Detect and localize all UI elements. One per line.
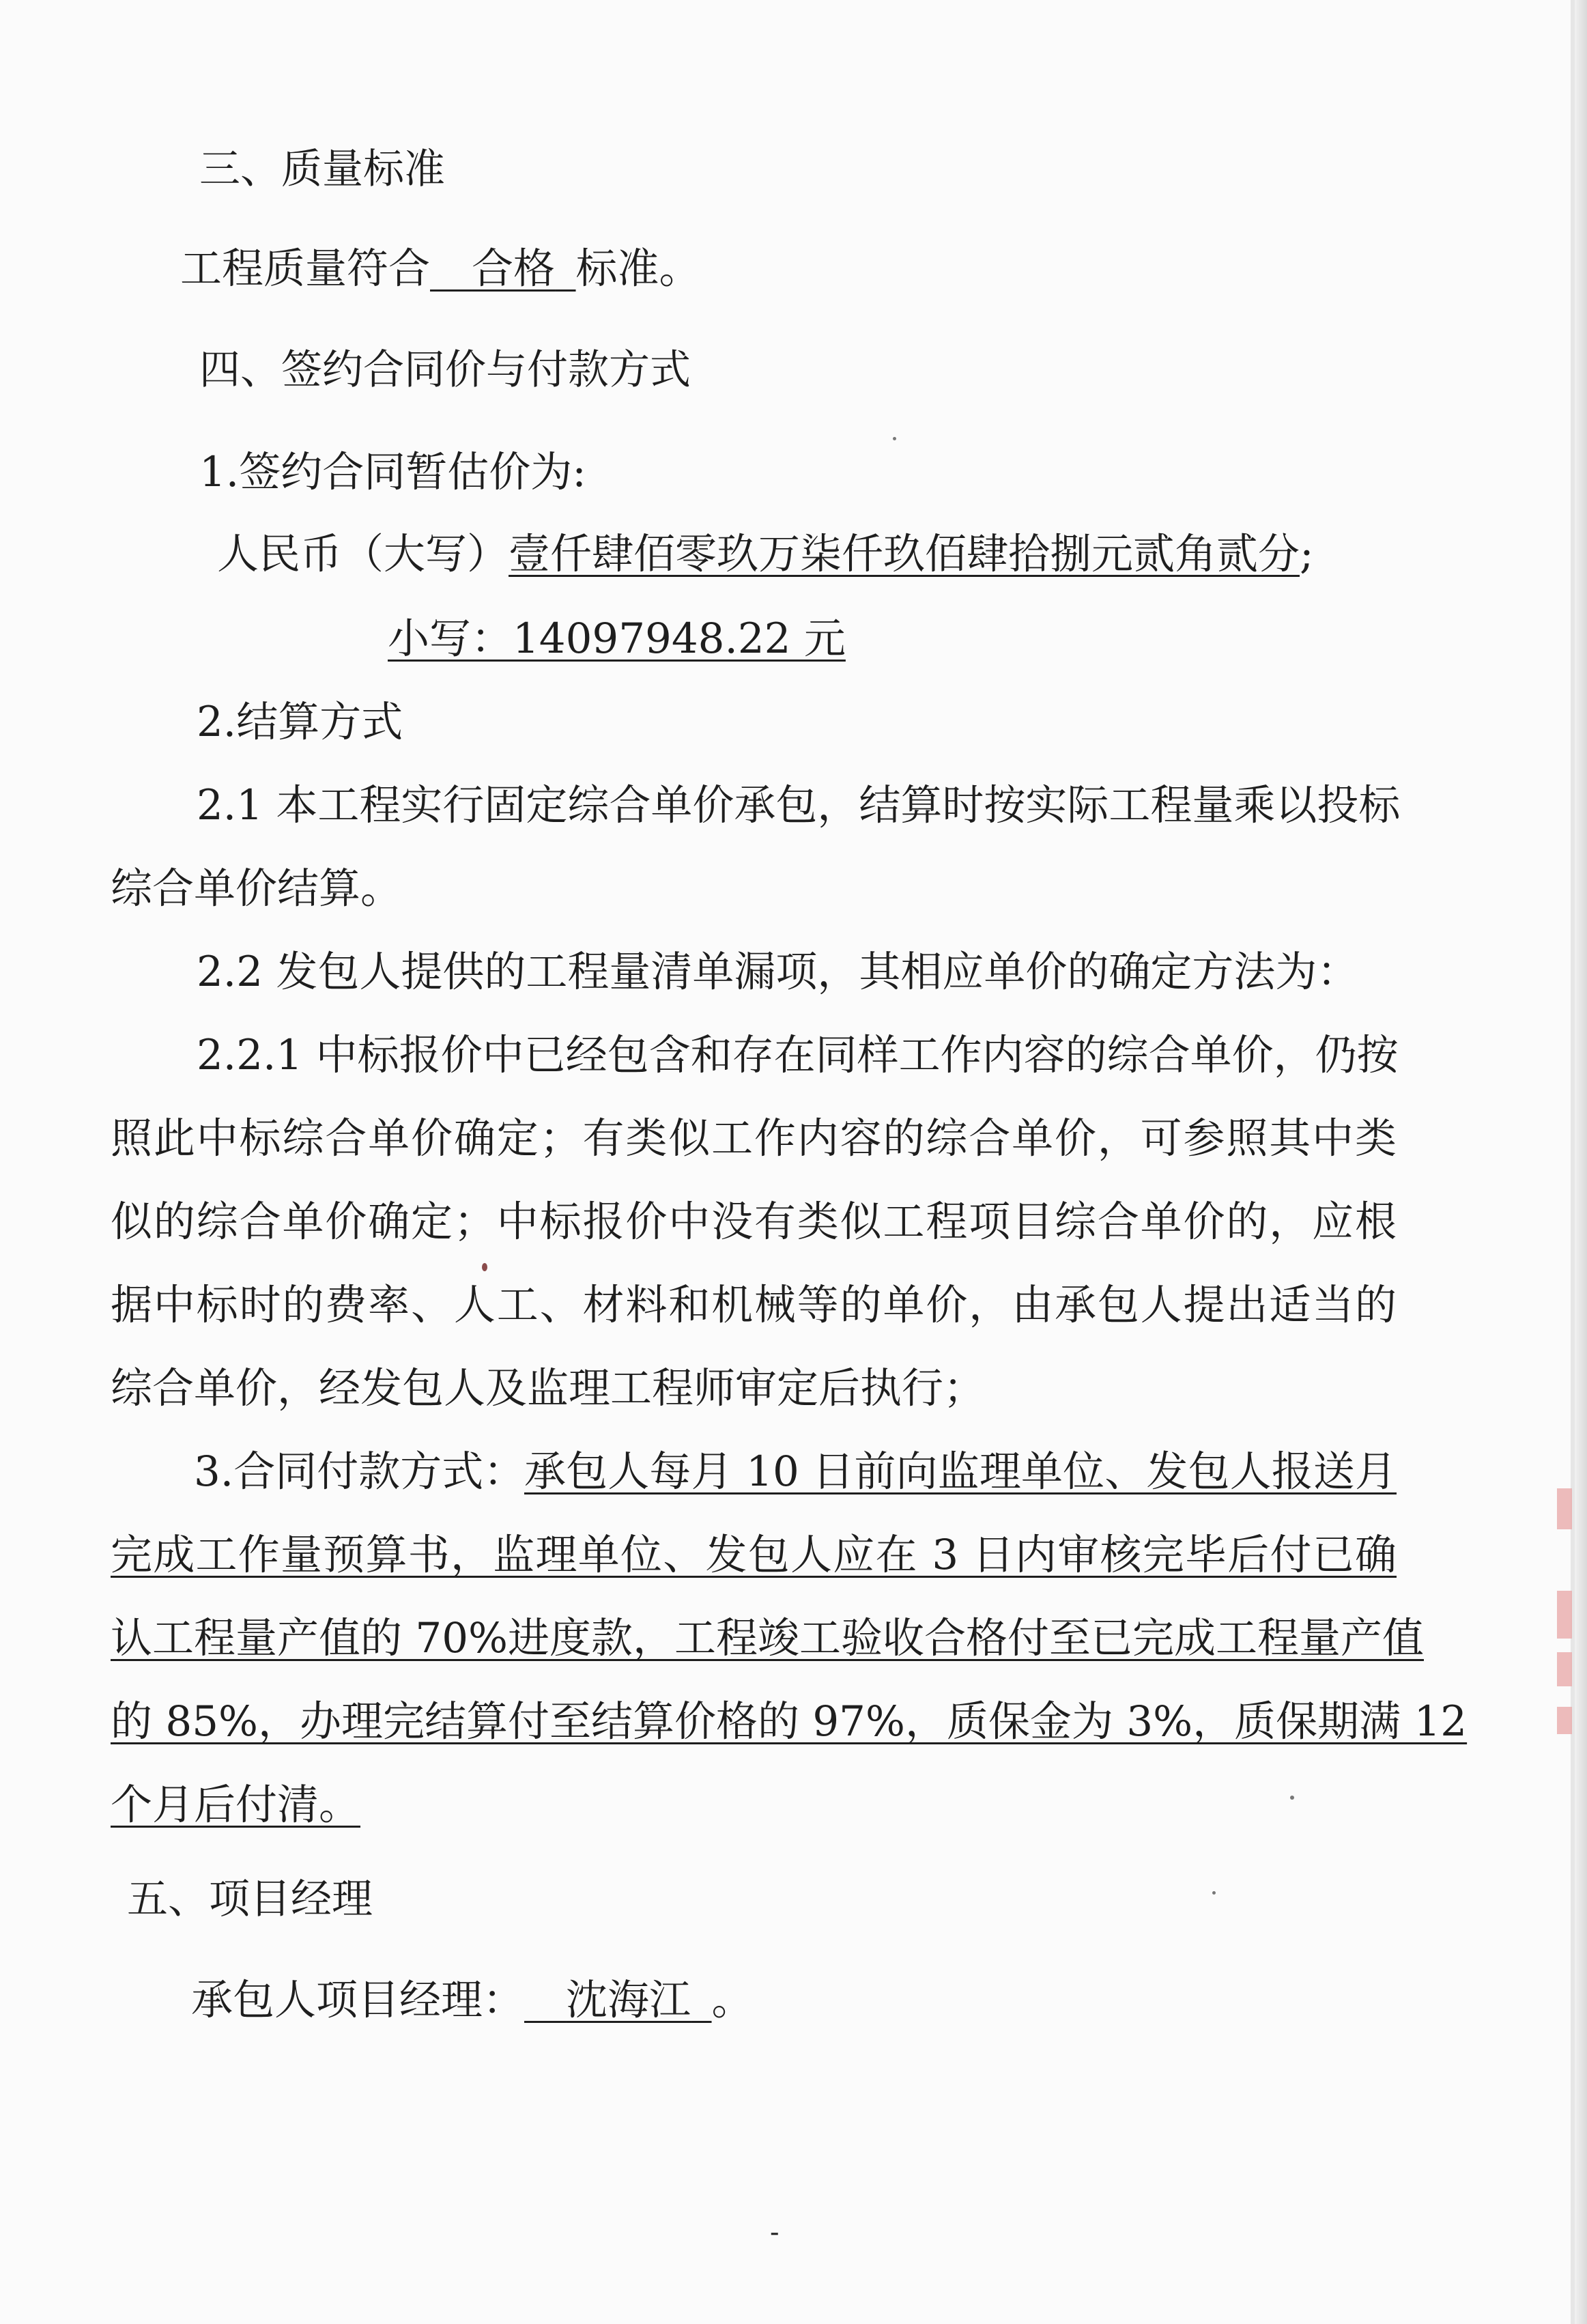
- section-heading-quality: 三、质量标准: [199, 145, 445, 193]
- item-2-2-1-line2: 照此中标综合单价确定；有类似工作内容的综合单价，可参照其中类: [111, 1114, 1397, 1163]
- item-1: 1.签约合同暂估价为:: [199, 448, 586, 496]
- item-3-label: 3.合同付款方式：: [194, 1447, 526, 1496]
- rmb-upper-line: [217, 527, 1587, 582]
- scan-speck: [482, 1263, 487, 1271]
- scan-speck: [1212, 1891, 1216, 1895]
- scan-speck: [1290, 1796, 1294, 1800]
- item-2-1-line2: 综合单价结算。: [111, 864, 403, 913]
- manager-end: 。: [711, 1976, 754, 2024]
- rmb-upper-value: 壹仟肆佰零玖万柒仟玖佰肆拾捌元贰角贰分: [509, 530, 1300, 578]
- section-heading-price: 四、签约合同价与付款方式: [199, 346, 691, 394]
- manager-line: [191, 1973, 1587, 2028]
- manager-name: 沈海江: [566, 1976, 691, 2024]
- section-heading-manager: 五、项目经理: [127, 1875, 373, 1923]
- quality-prefix: 工程质量符合: [180, 244, 431, 293]
- manager-label: 承包人项目经理：: [191, 1976, 525, 2024]
- rmb-upper-end: ;: [1300, 530, 1314, 578]
- seal-fragment: [1557, 1652, 1572, 1686]
- item-3-line4: 的 85%，办理完结算付至结算价格的 97%，质保金为 3%，质保期满 12: [111, 1697, 1468, 1746]
- item-2-2-1-line1: 2.2.1 中标报价中已经包含和存在同样工作内容的综合单价，仍按: [197, 1031, 1399, 1079]
- item-3-line1: 承包人每月 10 日前向监理单位、发包人报送月: [524, 1447, 1397, 1496]
- rmb-lower-value: 小写：14097948.22 元: [388, 614, 846, 663]
- rmb-label: 人民币（大写）: [217, 530, 509, 578]
- item-2-2-1-line4: 据中标时的费率、人工、材料和机械等的单价，由承包人提出适当的: [111, 1281, 1397, 1329]
- item-2-2: 2.2 发包人提供的工程量清单漏项，其相应单价的确定方法为：: [197, 948, 1359, 996]
- quality-suffix: 标准。: [575, 244, 701, 293]
- item-3-line3: 认工程量产值的 70%进度款，工程竣工验收合格付至已完成工程量产值: [111, 1614, 1424, 1662]
- rmb-lower-line: [388, 612, 1587, 666]
- seal-fragment: [1557, 1591, 1572, 1639]
- item-2-1-line1: 2.1 本工程实行固定综合单价承包，结算时按实际工程量乘以投标: [197, 781, 1401, 830]
- item-2-2-1-line5: 综合单价，经发包人及监理工程师审定后执行；: [111, 1364, 986, 1413]
- item-3-line2: 完成工作量预算书，监理单位、发包人应在 3 日内审核完毕后付已确: [111, 1531, 1397, 1579]
- item-3-line5: 个月后付清。: [111, 1781, 361, 1829]
- item-2-2-1-line3: 似的综合单价确定；中标报价中没有类似工程项目综合单价的，应根: [111, 1198, 1397, 1246]
- page-footer-mark: -: [770, 2217, 780, 2248]
- quality-line: [180, 242, 1587, 296]
- scan-speck: [893, 437, 896, 440]
- item-2: 2.结算方式: [197, 698, 403, 746]
- quality-value: 合格: [472, 244, 556, 293]
- seal-fragment: [1557, 1707, 1572, 1734]
